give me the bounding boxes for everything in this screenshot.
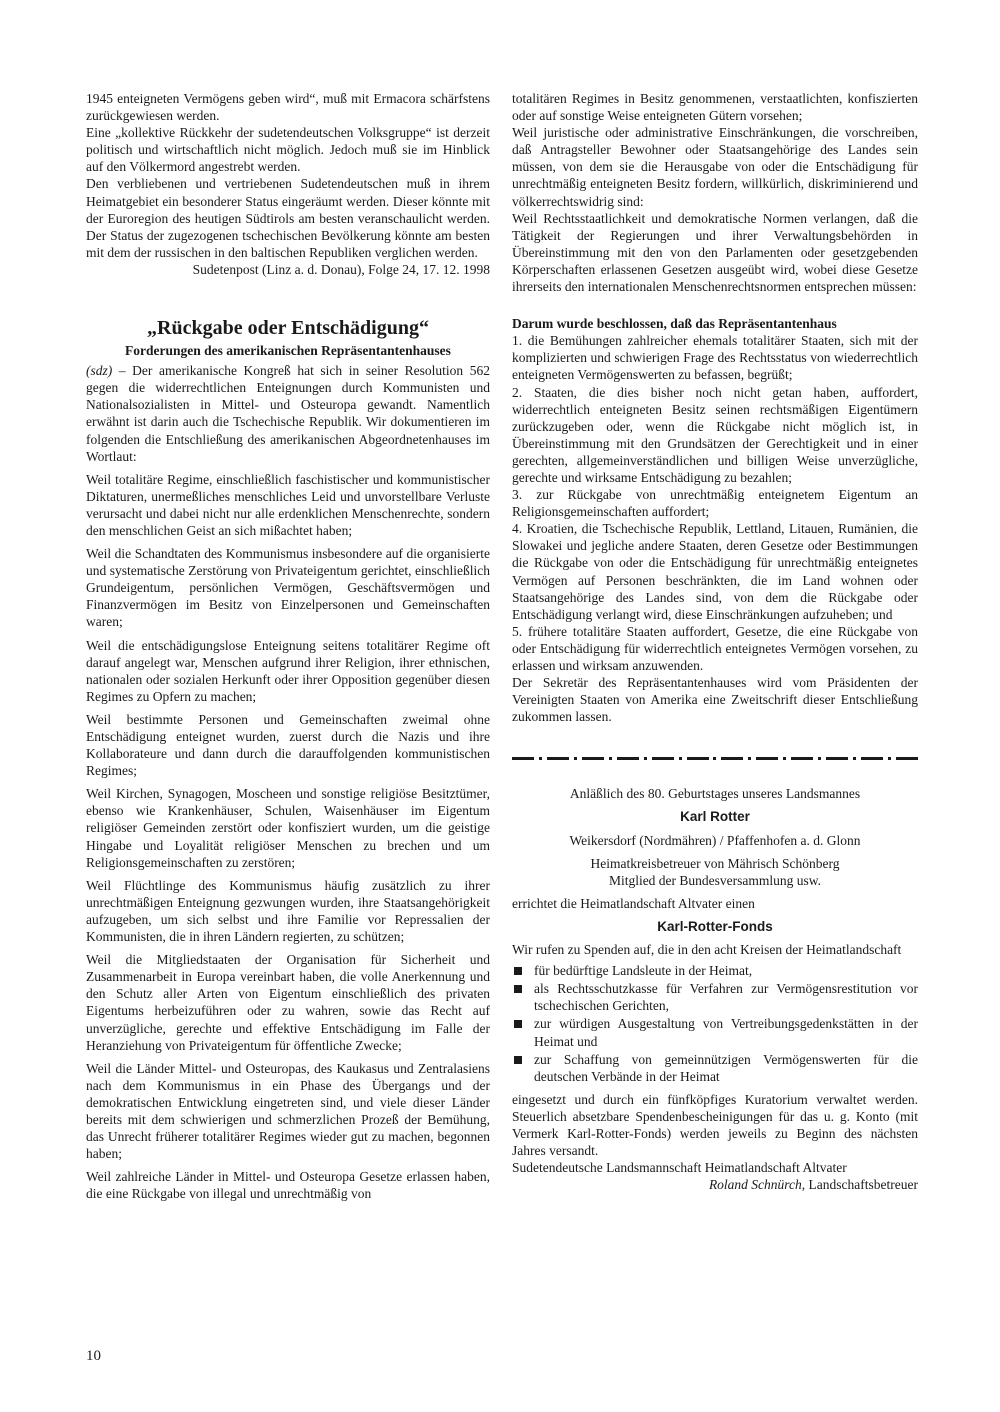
resolution-item: 1. die Bemühungen zahlreicher ehemals totalitärer Staaten, sich mit der komplizierten und schwierigen Frage des Rechtsstatus von wiederrechtlich enteigneten Vermögenswerten zu befassen, begrüßt; [512,333,918,383]
section-separator [512,755,918,761]
notice-appeal: Wir rufen zu Spenden auf, die in den acht Kreisen der Heimatlandschaft [512,942,902,958]
list-item: für bedürftige Landsleute in der Heimat, [512,962,918,979]
signer-name: Roland Schnürch, [708,1177,806,1193]
notice-role: Heimatkreisbetreuer von Mährisch Schönberg [590,855,840,871]
resolution-item: 3. zur Rückgabe von unrechtmäßig enteignetem Eigentum an Religionsgemeinschaften auffordert; [512,487,918,520]
resolution-paragraph: Weil die Schandtaten des Kommunismus insbesondere auf die organisierte und systematische Zerstörung von Privateigentum gerichtet, einschließlich Grundeigentum, persönlichen Vermögen, Geschäftsvermögen und Finanzvermögen im Besitz von Einzelpersonen und Gemeinschaften waren; [86,546,490,630]
resolution-paragraph: Weil juristische oder administrative Einschränkungen, die vorschreiben, daß Antragsteller Bewohner oder Staatsangehörige des Landes sein müssen, von dem sie die Herausgabe von oder die Entschädigung für unrechtmäßig enteigneten Besitz fordern, willkürlich, diskriminierend und völkerrechtswidrig sind: [512,125,918,209]
left-column [86,90,490,1202]
source-citation: Sudetenpost (Linz a. d. Donau), Folge 24, 17. 12. 1998 [192,261,490,277]
resolution-paragraph: Weil Flüchtlinge des Kommunismus häufig zusätzlich zu ihrer unrechtmäßigen Enteignung gezwungen wurden, ihre Staatsangehörigkeit aufzugeben, um sich selbst und ihre Familie vor Repressalien der Kommunisten, die in ihren Ländern regierten, zu schützen; [86,877,490,945]
resolution-paragraph: Weil Rechtsstaatlichkeit und demokratische Normen verlangen, daß die Tätigkeit der Regierungen und ihrer Verwaltungsbehörden in Übereinstimmung mit den von den Parlamenten oder gesetzgebenden Körperschaften erlassenen Gesetzen ausgeübt wird, wobei diese Gesetze ihrerseits den internationalen Menschenrechtsnormen entsprechen müssen: [512,210,918,295]
resolution-paragraph: Weil die Länder Mittel- und Osteuropas, des Kaukasus und Zentralasiens nach dem Kommunismus in ein Phase des Übergangs und der demokratischen Entwicklung eingetreten sind, und viele dieser Länder bereits mit dem schwierigen und schmerzlichen Prozeß der Bemühung, das Unrecht früherer totalitärer Regimes wieder gut zu machen, begonnen haben; [86,1060,490,1162]
purpose-list [512,962,918,1085]
fund-notice [512,785,918,1193]
resolution-heading: Darum wurde beschlossen, daß das Repräsentantenhaus [512,316,837,332]
intro-paragraph: Eine „kollektive Rückkehr der sudetendeutschen Volksgruppe“ ist derzeit politisch und wirtschaftlich nicht möglich. Jedoch muß sie im Hinblick auf den Völkermord angestrebt werden. [86,125,490,175]
intro-paragraph: Den verbliebenen und vertriebenen Sudetendeutschen muß in ihrem Heimatgebiet ein besonderer Status eingeräumt werden. Dieser könnte mit der Euroregion des heutigen Südtirols am besten veranschaulicht werden. Der Status der zugezogenen tschechischen Bevölkerung könnte am besten mit dem der russischen in den baltischen Republiken verglichen werden. [86,176,490,260]
page-number: 10 [86,1348,101,1364]
notice-occasion: Anläßlich des 80. Geburtstages unseres Landsmannes [569,786,861,802]
article-title: „Rückgabe oder Entschädigung“ [147,317,429,340]
notice-admin: eingesetzt und durch ein fünfköpfiges Kuratorium verwaltet werden. Steuerlich absetzbare Spendenbescheinigungen für das u. g. Konto (mit Vermerk Karl-Rotter-Fonds) werden jeweils zu Beginn des nächsten Jahres versandt. [512,1091,918,1159]
notice-name: Karl Rotter [680,809,750,825]
lead-tag: (sdz) [86,363,113,379]
list-item: zur würdigen Ausgestaltung von Vertreibungsgedenkstätten in der Heimat und [512,1015,918,1049]
resolution-paragraph: Weil bestimmte Personen und Gemeinschaften zweimal ohne Entschädigung enteignet wurden, zuerst durch die Nazis und ihre Kollaborateure und dann durch die darauffolgenden kommunistischen Regimes; [86,711,490,779]
notice-signature [512,1176,918,1193]
right-column [512,90,918,1193]
notice-establish: errichtet die Heimatlandschaft Altvater einen [512,895,755,911]
notice-role: Mitglied der Bundesversammlung usw. [608,872,822,888]
resolution-item: 2. Staaten, die dies bisher noch nicht getan haben, auffordert, widerrechtlich enteigneten Besitz seinen rechtsmäßigen Eigentümern zurückzugeben oder, wenn die Rückgabe nicht möglich ist, in Übereinstimmung mit den Grundsätzen der Gerechtigkeit und in einer gerechten, allgemeinverständlichen und billigen Weise unverzügliche, gerechte und wirksame Entschädigung zu bezahlen; [512,384,918,485]
resolution-paragraph: Weil die entschädigungslose Enteignung seitens totalitärer Regime oft darauf angelegt war, Menschen aufgrund ihrer Religion, ihrer ethnischen, nationalen oder sozialen Herkunft oder ihrer Opposition gegenüber diesen Regimes zu Opfern zu machen; [86,637,490,704]
resolution-paragraph: Weil die Mitgliedstaaten der Organisation für Sicherheit und Zusammenarbeit in Europa vereinbart haben, die volle Anerkennung und den Schutz aller Arten von Eigentum einschließlich des privaten Eigentums herbeizuführen oder zu wahren, sowie das Recht auf unverzügliche, gerechte und effektive Entschädigung im Falle der Heranziehung von Privateigentum für öffentliche Zwecke; [86,952,490,1053]
article-lead [86,362,490,465]
notice-org: Sudetendeutsche Landsmannschaft Heimatlandschaft Altvater [512,1160,847,1176]
intro-paragraph: 1945 enteigneten Vermögens geben wird“, muß mit Ermacora schärfstens zurückgewiesen werden. [86,91,490,124]
resolution-item: 4. Kroatien, die Tschechische Republik, Lettland, Litauen, Rumänien, die Slowakei und jegliche andere Staaten, deren Gesetze oder Bestimmungen die Rückgabe von oder die Entschädigung für unrechtmäßig enteignetes Vermögen auf Personen beschränkten, die im Land wohnen oder Staatsangehörige des Landes sind, von dem die Rückgabe oder Entschädigung verlangt wird, diese Einschränkungen aufzuheben; und [512,521,918,622]
list-item: zur Schaffung von gemeinnützigen Vermögenswerten für die deutschen Verbände in der Heimat [512,1051,918,1085]
resolution-paragraph: Weil zahlreiche Länder in Mittel- und Osteuropa Gesetze erlassen haben, die eine Rückgabe von illegal und unrechtmäßig von [86,1169,490,1202]
resolution-item: 5. frühere totalitäre Staaten auffordert, Gesetze, die eine Rückgabe von oder Entschädigung für widerrechtlich enteignetes Vermögen vorsehen, zu erlassen und wirksam anzuwenden. [512,623,918,673]
fund-name: Karl-Rotter-Fonds [657,918,773,934]
resolution-closing: Der Sekretär des Repräsentantenhauses wird vom Präsidenten der Vereinigten Staaten von Amerika eine Zweitschrift dieser Entschließung zukommen lassen. [512,675,918,725]
lead-text: – Der amerikanische Kongreß hat sich in seiner Resolution 562 gegen die widerrechtlichen Enteignungen durch Kommunisten und Nationalsozialisten in Mittel- und Osteuropa gewandt. Namentlich erwähnt ist darin auch die Tschechische Republik. Wir dokumentieren im folgenden die Entschließung des amerikanischen Abgeordnetenhauses im Wortlaut: [86,363,490,464]
resolution-paragraph: Weil Kirchen, Synagogen, Moscheen und sonstige religiöse Besitztümer, ebenso wie Krankenhäuser, Schulen, Waisenhäuser im Eigentum religiöser Gemeinden zerstört oder konfisziert wurden, um die geistige Hingabe und Loyalität religiöser Menschen zu brechen und um Religionsgemeinschaften zu zerstören; [86,786,490,870]
resolution-paragraph: totalitären Regimes in Besitz genommenen, verstaatlichten, konfiszierten oder auf sonstige Weise enteigneten Gütern vorsehen; [512,91,918,124]
article-subtitle: Forderungen des amerikanischen Repräsentantenhauses [125,343,451,359]
list-item: als Rechtsschutzkasse für Verfahren zur Vermögensrestitution vor tschechischen Gerichten, [512,980,918,1014]
resolution-paragraph: Weil totalitäre Regime, einschließlich faschistischer und kommunistischer Diktaturen, unermeßliches menschliches Leid und unvorstellbare Verluste verursacht und dabei nicht nur alle erdenklichen Menschenrechte, sondern den menschlichen Geist an sich mißachtet haben; [86,471,490,538]
signer-role: Landschaftsbetreuer [805,1177,918,1193]
notice-places: Weikersdorf (Nordmähren) / Pfaffenhofen a. d. Glonn [569,832,861,848]
